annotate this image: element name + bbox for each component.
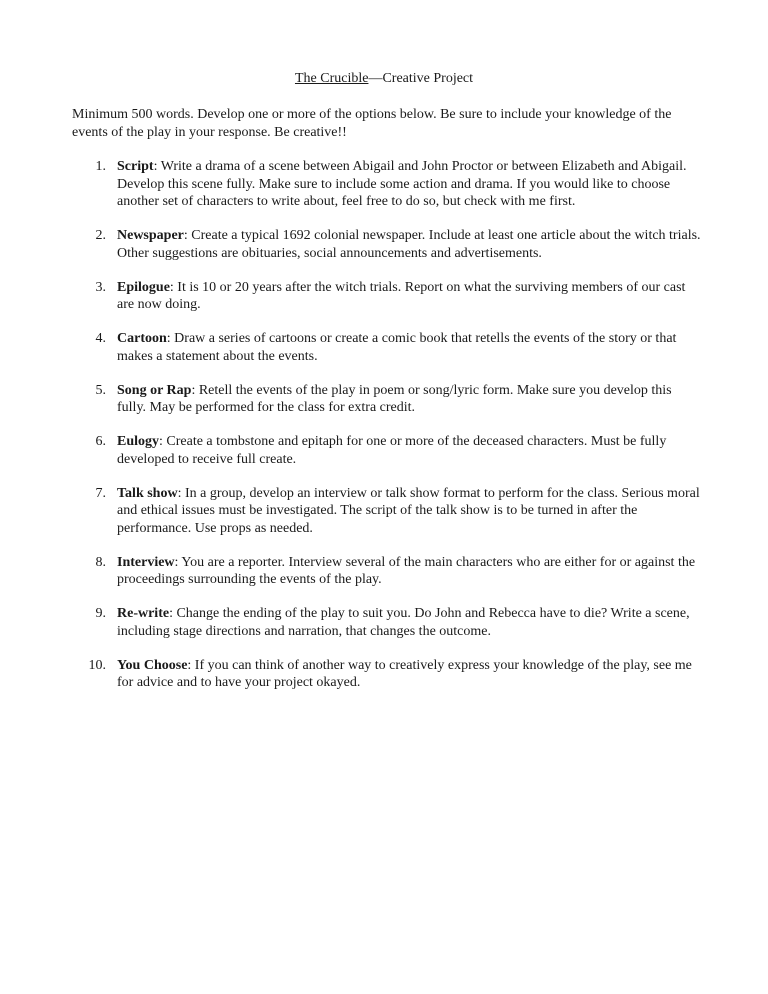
option-name: Interview	[117, 554, 175, 570]
option-item-interview	[72, 554, 702, 589]
option-number: 7.	[95, 485, 106, 501]
option-name: Song or Rap	[117, 382, 192, 398]
option-name: Eulogy	[117, 434, 160, 449]
option-number: 3.	[95, 279, 106, 295]
option-number: 4.	[95, 331, 106, 346]
options-list	[72, 158, 702, 708]
option-item-re-write	[72, 605, 702, 640]
option-number: 2.	[95, 228, 106, 243]
option-description: : If you can think of another way to creatively express your knowledge of the play, see me for advice and to have your project okayed.	[117, 657, 692, 690]
title-play-name: The Crucible	[294, 71, 369, 86]
option-name: Re-write	[117, 606, 170, 621]
option-name: Script	[117, 159, 154, 174]
option-name: Newspaper	[117, 228, 184, 243]
option-item-script	[72, 158, 702, 211]
option-description: : Draw a series of cartoons or create a comic book that retells the events of the story or that makes a statement about the events.	[117, 331, 677, 364]
option-description: : Change the ending of the play to suit you. Do John and Rebecca have to die? Write a scene, including stage directions and narration, that changes the outcome.	[117, 606, 690, 639]
option-name: Talk show	[117, 485, 178, 501]
option-name: Cartoon	[117, 331, 167, 346]
option-item-newspaper	[72, 227, 702, 262]
intro-paragraph: Minimum 500 words. Develop one or more of the options below. Be sure to include your knowledge of the events of the play in your response. Be creative!!	[72, 107, 672, 140]
option-item-cartoon	[72, 330, 702, 365]
page-title	[0, 70, 768, 88]
option-number: 5.	[95, 382, 106, 398]
option-item-epilogue	[72, 279, 702, 314]
option-item-talk-show	[72, 485, 702, 538]
option-number: 1.	[95, 159, 106, 174]
option-description: : Create a typical 1692 colonial newspaper. Include at least one article about the witch trials. Other suggestions are obituaries, social announcements and advertisements.	[117, 228, 701, 261]
option-number: 9.	[95, 606, 106, 621]
option-description: : Retell the events of the play in poem or song/lyric form. Make sure you develop this fully. May be performed for the class for extra credit.	[117, 382, 672, 415]
option-number: 6.	[95, 434, 106, 449]
option-number: 8.	[95, 554, 106, 570]
option-item-you-choose	[72, 657, 702, 692]
title-suffix: —Creative Project	[368, 71, 474, 86]
option-description: : It is 10 or 20 years after the witch trials. Report on what the surviving members of our cast are now doing.	[117, 279, 686, 312]
option-item-song-or-rap	[72, 382, 702, 417]
option-item-eulogy	[72, 433, 702, 468]
option-name: You Choose	[117, 657, 188, 673]
option-description: : You are a reporter. Interview several of the main characters who are either for or against the proceedings surrounding the events of the play.	[117, 554, 696, 587]
option-description: : In a group, develop an interview or talk show format to perform for the class. Serious moral and ethical issues must be investigated. The script of the talk show is to be turned in after the performance. Use props as needed.	[117, 485, 700, 536]
option-description: : Write a drama of a scene between Abigail and John Proctor or between Elizabeth and Abigail. Develop this scene fully. Make sure to include some action and drama. If you would like to choose another set of characters to write about, feel free to do so, but check with me first.	[117, 159, 687, 209]
option-description: : Create a tombstone and epitaph for one or more of the deceased characters. Must be fully developed to receive full create.	[117, 434, 667, 467]
option-number: 10.	[88, 657, 106, 673]
option-name: Epilogue	[117, 279, 170, 295]
